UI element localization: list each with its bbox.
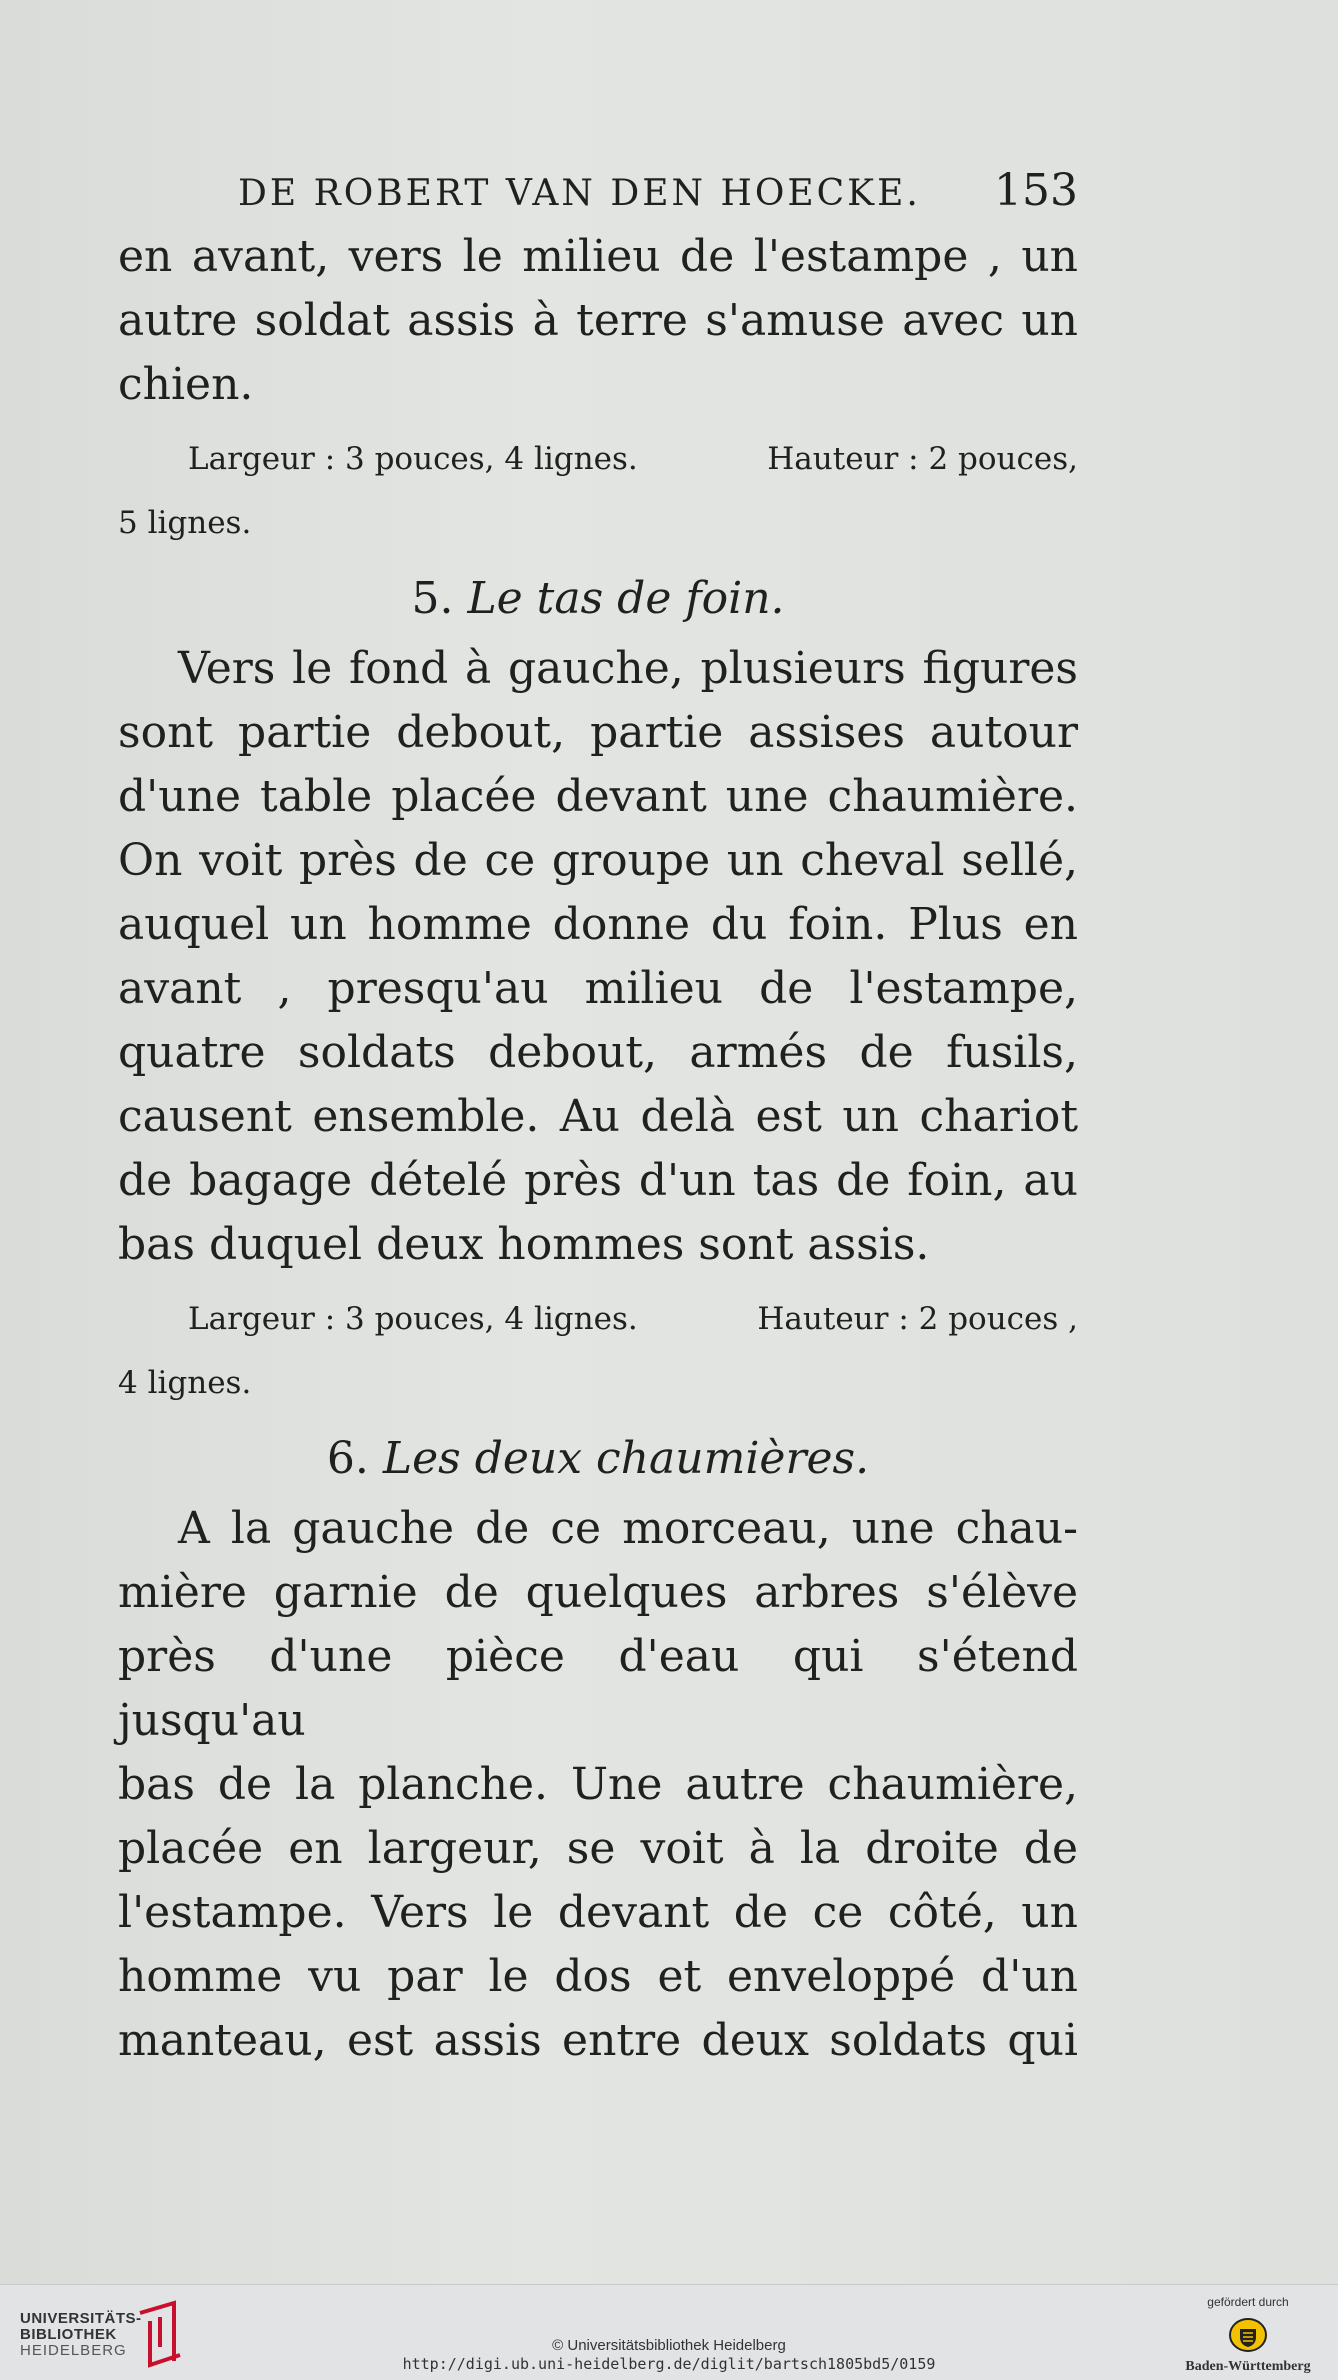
entry-number: 6. bbox=[326, 1433, 369, 1484]
sponsor-label: gefördert durch bbox=[1207, 2295, 1289, 2309]
text-line: On voit près de ce groupe un cheval sellé, bbox=[118, 835, 1078, 886]
text-line: chien. bbox=[118, 359, 254, 410]
entry-title: Les deux chaumières. bbox=[382, 1433, 870, 1484]
permalink-url[interactable]: http://digi.ub.uni-heidelberg.de/diglit/bartsch1805bd5/0159 bbox=[402, 2355, 936, 2373]
text-line: Vers le fond à gauche, plusieurs figures bbox=[178, 643, 1078, 694]
library-name-line3: HEIDELBERG bbox=[20, 2342, 127, 2359]
running-head-title: DE ROBERT VAN DEN HOECKE. bbox=[238, 173, 921, 214]
running-head bbox=[118, 165, 1078, 225]
library-name-line2: BIBLIOTHEK bbox=[20, 2326, 117, 2343]
width-measure: Largeur : 3 pouces, 4 lignes. bbox=[188, 441, 638, 477]
entry-6 bbox=[118, 1427, 1078, 2073]
page-text bbox=[118, 165, 1078, 2073]
page-number: 153 bbox=[994, 165, 1078, 216]
height-measure: Hauteur : 2 pouces , bbox=[757, 1301, 1078, 1337]
text-line: bas de la planche. Une autre chaumière, bbox=[118, 1759, 1078, 1810]
entry-number: 5. bbox=[411, 573, 454, 624]
text-line: homme vu par le dos et enveloppé d'un bbox=[118, 1951, 1078, 2002]
text-line: près d'une pièce d'eau qui s'étend jusqu'au bbox=[118, 1631, 1078, 1746]
text-line: d'une table placée devant une chaumière. bbox=[118, 771, 1078, 822]
sponsor-block[interactable] bbox=[1178, 2295, 1318, 2375]
width-measure: Largeur : 3 pouces, 4 lignes. bbox=[188, 1301, 638, 1337]
entry-heading bbox=[118, 567, 1078, 631]
library-name-line1: UNIVERSITÄTS- bbox=[20, 2310, 142, 2327]
sponsor-name: Baden-Württemberg bbox=[1185, 2359, 1311, 2374]
copyright-block bbox=[0, 2337, 1338, 2373]
text-line: en avant, vers le milieu de l'estampe , un bbox=[118, 231, 1078, 282]
dimensions-continuation: 5 lignes. bbox=[118, 505, 252, 541]
text-line: de bagage dételé près d'un tas de foin, au bbox=[118, 1155, 1078, 1206]
dimensions-continuation: 4 lignes. bbox=[118, 1365, 252, 1401]
text-line: sont partie debout, partie assises autour bbox=[118, 707, 1078, 758]
text-line: causent ensemble. Au delà est un chariot bbox=[118, 1091, 1078, 1142]
entry-heading bbox=[118, 1427, 1078, 1491]
text-line: bas duquel deux hommes sont assis. bbox=[118, 1219, 930, 1270]
text-line: quatre soldats debout, armés de fusils, bbox=[118, 1027, 1078, 1078]
text-line: autre soldat assis à terre s'amuse avec un bbox=[118, 295, 1078, 346]
text-line: manteau, est assis entre deux soldats qui bbox=[118, 2015, 1078, 2066]
text-line: avant , presqu'au milieu de l'estampe, bbox=[118, 963, 1078, 1014]
height-measure: Hauteur : 2 pouces, bbox=[767, 441, 1078, 477]
text-line: placée en largeur, se voit à la droite de bbox=[118, 1823, 1078, 1874]
text-line: auquel un homme donne du foin. Plus en bbox=[118, 899, 1078, 950]
text-line: A la gauche de ce morceau, une chau- bbox=[178, 1503, 1078, 1554]
text-line: mière garnie de quelques arbres s'élève bbox=[118, 1567, 1078, 1618]
text-line: l'estampe. Vers le devant de ce côté, un bbox=[118, 1887, 1078, 1938]
entry-title: Le tas de foin. bbox=[467, 573, 785, 624]
state-seal-icon bbox=[1228, 2315, 1268, 2355]
copyright-text: © Universitätsbibliothek Heidelberg bbox=[552, 2337, 786, 2354]
entry-5 bbox=[118, 567, 1078, 1415]
dimensions bbox=[118, 427, 1078, 555]
viewer-footer bbox=[0, 2284, 1338, 2380]
entry-continuation bbox=[118, 225, 1078, 555]
dimensions bbox=[118, 1287, 1078, 1415]
